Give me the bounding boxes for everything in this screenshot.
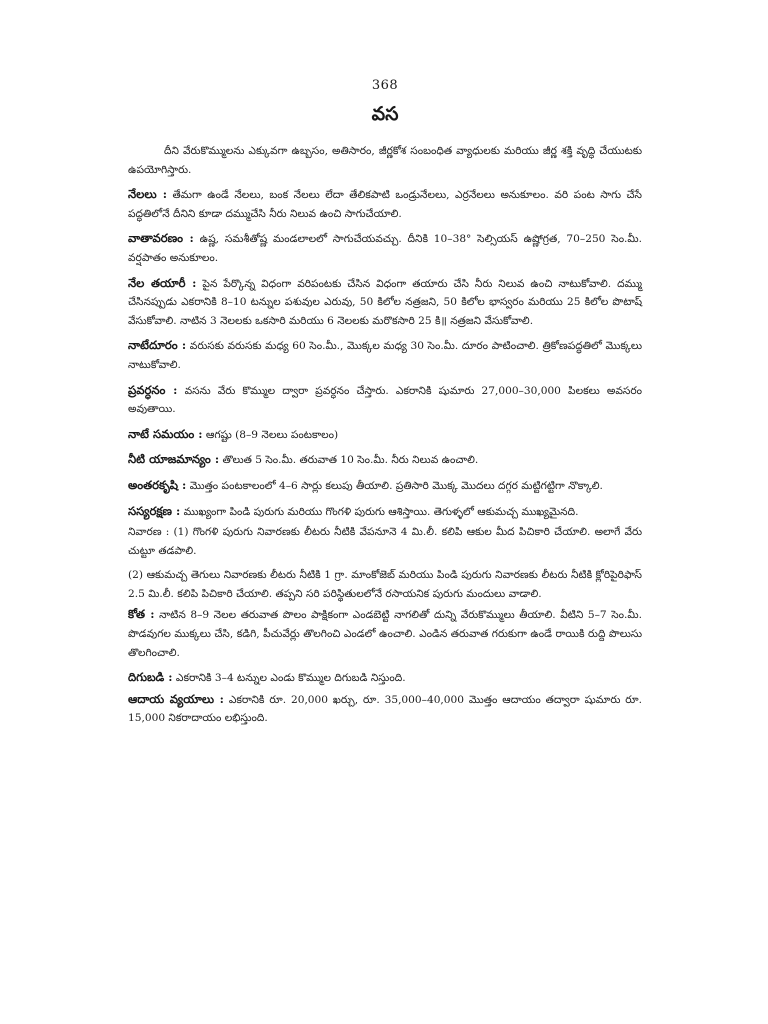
section-text: నాటిన 8–9 నెలల తరువాత పొలం పాక్షికంగా ఎండబెట్టి నాగలితో దున్ని వేరుకొమ్ములు తీయాలి. వీటిని 5–7 సెం.మీ. పొడవుగల ముక్కలు చేసి, కడిగి, పీచువేర్లు తొలగించి ఎండలో ఉంచాలి. ఎండిన తరువాత గరుకుగా ఉండే రాయికి రుద్ది పొలుసు తొలగించాలి. (128, 609, 642, 659)
section-text: (2) ఆకుమచ్చ తెగులు నివారణకు లీటరు నీటికి 1 గ్రా. మాంకోజెబ్ మరియు పిండి పురుగు నివారణకు లీటరు నీటికి క్లోరిపైరిఫాస్ 2.5 మి.లీ. కలిపి పిచికారి చేయాలి. తప్పని సరి పరిస్థితులలోనే రసాయనిక పురుగు మందులు వాడాలి. (128, 569, 642, 600)
section-term: కోత : (128, 607, 155, 622)
page-title: వస (371, 103, 399, 125)
section-term: దిగుబడి : (128, 670, 173, 685)
section-soil (128, 185, 642, 223)
section-term: నాటే సమయం : (128, 426, 203, 441)
section-text: ఆగష్టు (8–9 నెలలు పంటకాలం) (202, 428, 339, 441)
section-text: తేమగా ఉండే నేలలు, బంక నేలలు లేదా తేలికపాటి ఒండ్రునేలలు, ఎర్రనేలలు అనుకూలం. వరి పంట సాగు చేసే పద్ధతిలోనే దీనిని కూడా దమ్ముచేసి నీరు నిలువ ఉంచి సాగుచేయాలి. (128, 189, 642, 220)
section-term: అంతరకృషి : (128, 477, 187, 492)
section-text: నివారణ : (1) గొంగళి పురుగు నివారణకు లీటరు నీటికి వేపనూనె 4 మి.లీ. కలిపి ఆకుల మీద పిచికారి చేయాలి. అలాగే వేరు చుట్టూ తడపాలి. (128, 526, 642, 557)
section-economics (128, 690, 642, 728)
section-text: ఉష్ణ, సమశీతోష్ణ మండలాలలో సాగుచేయవచ్చు. దీనికి 10–38° సెల్సియస్ ఉష్ణోగ్రత, 70–250 సెం.మీ. వర్షపాతం అనుకూలం. (128, 233, 643, 264)
intro-paragraph: దీని వేరుకొమ్ములను ఎక్కువగా ఉబ్బసం, అతిసారం, జీర్ణకోశ సంబంధిత వ్యాధులకు మరియు జీర్ణ శక్తి వృద్ధి చేయుటకు ఉపయోగిస్తారు. (128, 145, 642, 176)
section-term: నేల తయారీ : (128, 275, 197, 290)
section-control-1 (128, 523, 642, 560)
section-text: ముఖ్యంగా పిండి పురుగు మరియు గొంగళి పురుగు ఆశిస్తాయి. తెగుళ్ళలో ఆకుమచ్చ ముఖ్యమైనది. (180, 505, 579, 518)
section-propagation (128, 381, 642, 419)
section-control-2 (128, 566, 642, 603)
section-text: వసను వేరు కొమ్ముల ద్వారా ప్రవర్ధనం చేస్తారు. ఎకరానికి షుమారు 27,000–30,000 పిలకలు అవసరం అవుతాయి. (128, 384, 642, 416)
section-climate (128, 229, 642, 267)
section-term: సస్యరక్షణ : (128, 503, 181, 518)
section-planting-time (128, 425, 642, 445)
section-plant-protection (128, 502, 642, 522)
section-term: ప్రవర్ధనం : (128, 382, 178, 397)
section-spacing (128, 336, 642, 374)
section-term: వాతావరణం : (128, 231, 194, 246)
section-term: నేలలు : (128, 187, 168, 202)
section-term: నీటి యాజమాన్యం : (128, 452, 220, 467)
section-text: పైన పేర్కొన్న విధంగా వరిపంటకు చేసిన విధంగా తయారు చేసి నీరు నిలువ ఉంచి నాటుకోవాలి. దమ్ము చేసినప్పుడు ఎకరానికి 8–10 టన్నుల పశువుల ఎరువు, 50 కిలోల నత్రజని, 50 కిలోల భాస్వరం మరియు 25 కిలోల పొటాష్ వేసుకోవాలి. నాటిన 3 నెలలకు ఒకసారి మరియు 6 నెలలకు మరొకసారి 25 కి॥ నత్రజని వేసుకోవాలి. (128, 277, 642, 327)
document-page (128, 78, 642, 734)
section-text: ఎకరానికి రూ. 20,000 ఖర్చు, రూ. 35,000–40,000 మొత్తం ఆదాయం తద్వారా షుమారు రూ. 15,000 నికరాదాయం లభిస్తుంది. (128, 693, 642, 725)
section-harvest (128, 605, 642, 662)
section-text: ఎకరానికి 3–4 టన్నుల ఎండు కొమ్ముల దిగుబడి నిస్తుంది. (172, 672, 406, 685)
section-yield (128, 668, 642, 688)
section-term: నాటేదూరం : (128, 338, 187, 353)
section-term: ఆదాయ వ్యయాలు : (128, 691, 224, 706)
section-water-management (128, 450, 642, 470)
section-intercultivation (128, 476, 642, 496)
section-text: మొత్తం పంటకాలంలో 4–6 సార్లు కలుపు తీయాలి. ప్రతిసారి మొక్క మొదలు దగ్గర మట్టిగట్టిగా నొక్కాలి. (186, 479, 603, 492)
section-text: వరుసకు వరుసకు మధ్య 60 సెం.మీ., మొక్కల మధ్య 30 సెం.మీ. దూరం పాటించాలి. త్రికోణపద్ధతిలో మొక్కలు నాటుకోవాలి. (128, 340, 643, 371)
page-number: 368 (371, 78, 399, 93)
section-land-preparation (128, 274, 642, 331)
section-text: తొలుత 5 సెం.మీ. తరువాత 10 సెం.మీ. నీరు నిలువ ఉంచాలి. (219, 454, 479, 467)
